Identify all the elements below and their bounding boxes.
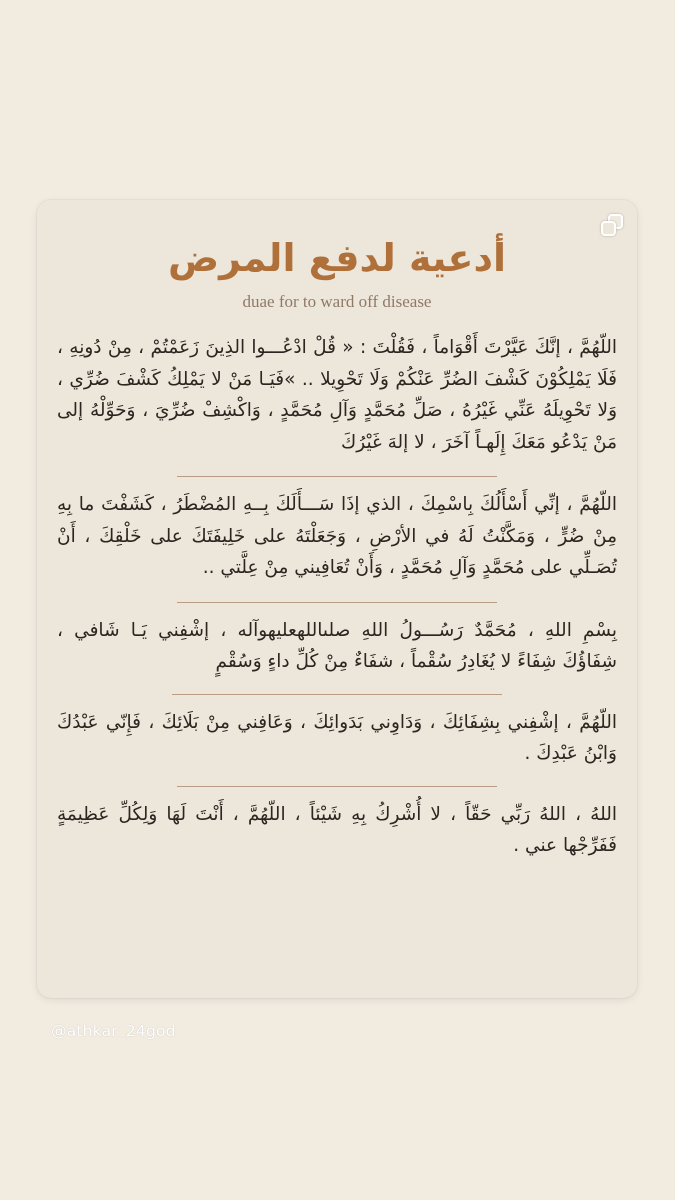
copy-icon [601, 214, 623, 236]
card-subtitle: duae for to ward off disease [242, 292, 432, 311]
divider [172, 694, 502, 695]
dua-1: اللّهُمَّ ، إنَّكَ عَيَّرْتَ أَقْوَاماً ، فَقُلْتَ : « قُلْ ادْعُـــوا الذِينَ زَعَمْتُمْ ، مِنْ دُونِهِ ، فَلَا يَمْلِكُوْنَ كَشْفَ الضُرِّ عَنْكُمْ وَلَا تَحْوِيلا .. »فَيَـا مَنْ لا يَمْلِكُ كَشْفَ ضُرِّي ، وَلا تَحْوِيلَهُ عَنِّي غَيْرُهُ ، صَلِّ مُحَمَّدٍ وَآلِ مُحَمَّدٍ ، وَاكْشِفْ ضُرِّيَ ، وَحَوِّلْهُ إلى مَنْ يَدْعُو مَعَكَ إِلَهـاً آخَرَ ، لا إلهَ غَيْرُكَ [57, 337, 617, 453]
dua-card [37, 200, 637, 998]
divider [177, 602, 497, 603]
dua-4: اللّهُمَّ ، إشْفِني بِشِفَائِكَ ، وَدَاوِني بَدَوائِكَ ، وَعَافِني مِنْ بَلَائِكَ ، فَإِنّي عَبْدُكَ وَابْنُ عَبْدِكَ . [57, 711, 617, 764]
dua-2: اللّهُمَّ ، إنِّي أَسْأَلُكَ بِاسْمِكَ ، الذي إذَا سَـــأَلَكَ بِــهِ المُضْطَرُ ، كَشَفْتَ ما بِهِ مِنْ ضُرٍّ ، وَمَكَّنْتُ لَهُ في الأرْضِ ، وَجَعَلْتَهُ على خَلِيفَتَكَ على خَلْقِكَ ، أَنْ تُصَـلِّي على مُحَمَّدٍ وَآلِ مُحَمَّدٍ ، وَأَنْ تُعَافِيني مِنْ عِلَّتي .. [57, 494, 617, 578]
account-handle[interactable]: @athkar_24god [51, 1022, 176, 1040]
dua-5: اللهُ ، اللهُ رَبِّي حَقّاً ، لا أُشْرِكُ بِهِ شَيْئاً ، اللّهُمَّ ، أَنْتَ لَهَا وَلِكُلِّ عَظِيمَةٍ فَفَرِّجْها عني . [57, 803, 617, 856]
card-title: أدعية لدفع المرض [167, 236, 507, 280]
dua-list [57, 318, 617, 862]
divider [177, 476, 497, 477]
divider [177, 786, 497, 787]
dua-3: بِسْمِ اللهِ ، مُحَمَّدٌ رَسُـــولُ اللهِ صلىاللهعليهوآله ، إشْفِني يَـا شَافي ، شِفَاؤُكَ شِفَاءً لا يُغَادِرُ سُقْماً ، شفَاءٌ مِنْ كُلِّ داءٍ وَسُقْمٍ [57, 619, 617, 672]
